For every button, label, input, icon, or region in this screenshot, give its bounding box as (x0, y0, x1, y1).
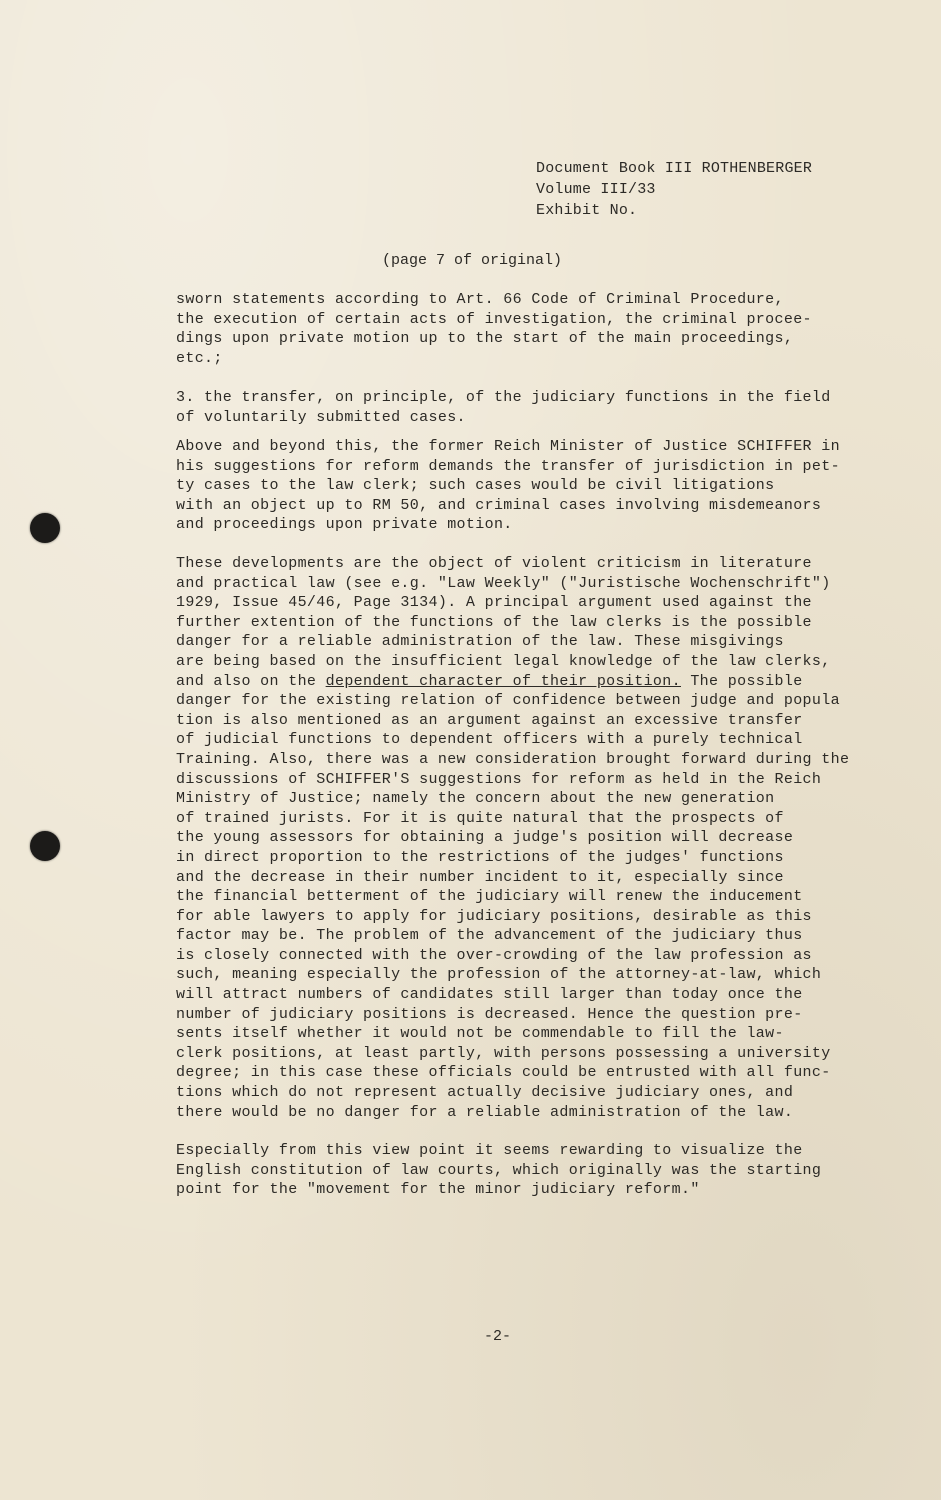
text-line: and the decrease in their number incident to it, especially since (176, 868, 784, 886)
text-line: point for the "movement for the minor judiciary reform." (176, 1181, 700, 1199)
text-line: danger for the existing relation of confidence between judge and popula (176, 692, 840, 710)
header-volume: Volume III/33 (536, 181, 656, 198)
page-reference: (page 7 of original) (382, 252, 563, 269)
text-line: ty cases to the law clerk; such cases would be civil litigations (176, 477, 775, 495)
text-line: of judicial functions to dependent officers with a purely technical (176, 731, 803, 749)
text-line: there would be no danger for a reliable administration of the law. (176, 1103, 794, 1121)
document-header (536, 158, 812, 221)
text-line: such, meaning especially the profession of the attorney-at-law, which (176, 966, 822, 984)
text-line: further extention of the functions of the law clerks is the possible (176, 613, 812, 631)
text-line: sents itself whether it would not be commendable to fill the law- (176, 1025, 784, 1043)
text-line-with-underline (176, 672, 866, 692)
text-line: 1929, Issue 45/46, Page 3134). A principal argument used against the (176, 594, 812, 612)
text-line: his suggestions for reform demands the transfer of jurisdiction in pet- (176, 457, 840, 475)
text-line: tions which do not represent actually decisive judiciary ones, and (176, 1084, 794, 1102)
paragraph (176, 290, 866, 368)
text-line: and practical law (see e.g. "Law Weekly" ("Juristische Wochenschrift") (176, 574, 831, 592)
text-line: English constitution of law courts, which originally was the starting (176, 1161, 822, 1179)
text-line: discussions of SCHIFFER'S suggestions for reform as held in the Reich (176, 770, 822, 788)
text-line: number of judiciary positions is decreased. Hence the question pre- (176, 1005, 803, 1023)
underlined-phrase: dependent character of their position. (325, 672, 681, 690)
text-line: with an object up to RM 50, and criminal cases involving misdemeanors (176, 496, 822, 514)
text-line: Training. Also, there was a new consideration brought forward during the (176, 750, 850, 768)
text-line: dings upon private motion up to the start of the main proceedings, (176, 330, 794, 348)
text-line: of voluntarily submitted cases. (176, 408, 466, 426)
text-line: of trained jurists. For it is quite natural that the prospects of (176, 809, 784, 827)
text-line: is closely connected with the over-crowding of the law profession as (176, 946, 812, 964)
header-exhibit: Exhibit No. (536, 202, 638, 219)
text-line: the financial betterment of the judiciary will renew the inducement (176, 888, 803, 906)
paragraph (176, 554, 866, 1122)
paragraph (176, 388, 866, 427)
text-line: These developments are the object of violent criticism in literature (176, 555, 812, 572)
text-line: degree; in this case these officials could be entrusted with all func- (176, 1064, 831, 1082)
text-line: will attract numbers of candidates still larger than today once the (176, 986, 803, 1004)
text-line: factor may be. The problem of the advancement of the judiciary thus (176, 927, 803, 945)
text-line: and proceedings upon private motion. (176, 516, 513, 534)
punch-hole (30, 831, 60, 861)
text-line: tion is also mentioned as an argument against an excessive transfer (176, 711, 803, 729)
text-line: Especially from this view point it seems rewarding to visualize the (176, 1142, 803, 1159)
text-line: etc.; (176, 349, 223, 367)
text-line: clerk positions, at least partly, with persons possessing a university (176, 1044, 831, 1062)
text-line: danger for a reliable administration of the law. These misgivings (176, 633, 784, 651)
text-line: 3. the transfer, on principle, of the judiciary functions in the field (176, 389, 831, 406)
paragraph (176, 1141, 866, 1200)
text-line: Above and beyond this, the former Reich Minister of Justice SCHIFFER in (176, 438, 840, 455)
text-line: for able lawyers to apply for judiciary positions, desirable as this (176, 907, 812, 925)
text-line: Ministry of Justice; namely the concern about the new generation (176, 790, 775, 808)
text-line: are being based on the insufficient legal knowledge of the law clerks, (176, 652, 831, 670)
page-number: -2- (484, 1328, 512, 1345)
header-document-book: Document Book III ROTHENBERGER (536, 160, 813, 177)
text-line: the execution of certain acts of investigation, the criminal procee- (176, 310, 812, 328)
text-line: in direct proportion to the restrictions of the judges' functions (176, 848, 784, 866)
text-segment: and also on the (176, 672, 326, 690)
text-line: the young assessors for obtaining a judge's position will decrease (176, 829, 794, 847)
text-line: sworn statements according to Art. 66 Code of Criminal Procedure, (176, 291, 784, 308)
punch-hole (30, 513, 60, 543)
text-segment: The possible (680, 672, 803, 690)
paragraph (176, 437, 866, 535)
